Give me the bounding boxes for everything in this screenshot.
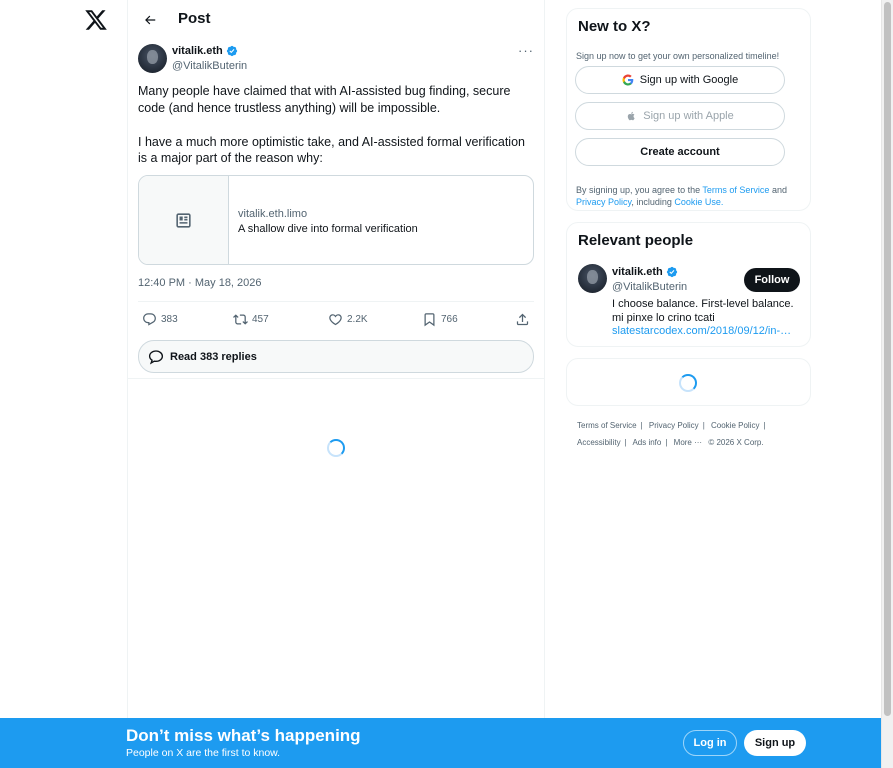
main-right-border (544, 0, 545, 718)
reply-button[interactable] (142, 312, 178, 327)
google-logo-icon (622, 74, 634, 86)
create-account-label: Create account (640, 146, 720, 158)
repost-icon (233, 312, 248, 327)
footer-more-link[interactable]: More ··· (673, 437, 703, 447)
legal-and: and (769, 185, 787, 195)
left-rail (0, 0, 127, 768)
page-title: Post (178, 10, 211, 27)
follow-button[interactable]: Follow (744, 268, 800, 292)
post-paragraph-1: Many people have claimed that with AI-assisted bug finding, secure code (and hence trustless anything) will be impossible. (138, 84, 511, 115)
signup-box-subtitle: Sign up now to get your own personalized timeline! (576, 51, 780, 61)
share-icon (515, 312, 530, 327)
post-paragraph-2: I have a much more optimistic take, and AI-assisted formal verification is a major part of the reason why: (138, 134, 525, 166)
divider (128, 378, 544, 379)
card-domain: vitalik.eth.limo (238, 208, 308, 220)
footer-separator: | (763, 421, 766, 430)
footer-terms-link[interactable]: Terms of Service (577, 421, 637, 430)
main-column (128, 0, 544, 718)
legal-pre: By signing up, you agree to the (576, 185, 703, 195)
loading-spinner (679, 374, 697, 392)
back-button[interactable] (136, 6, 164, 34)
footer-ads-link[interactable]: Ads info (632, 437, 662, 447)
privacy-link[interactable]: Privacy Policy (576, 196, 632, 207)
person-name: vitalik.eth (612, 266, 663, 278)
repost-count: 457 (252, 314, 269, 325)
reply-icon (142, 312, 157, 327)
footer-separator: | (665, 437, 668, 447)
verified-badge-icon (226, 45, 238, 57)
relevant-people-title: Relevant people (578, 232, 694, 249)
footer-accessibility-link[interactable]: Accessibility (577, 437, 621, 447)
article-icon (174, 211, 193, 230)
footer-separator: | (702, 421, 705, 430)
apple-logo-icon (626, 110, 637, 122)
author-name: vitalik.eth (172, 45, 223, 57)
speech-bubble-icon (147, 348, 165, 366)
person-bio: I choose balance. First-level balance. mi pinxe lo crino tcati (612, 298, 794, 324)
footer-separator: | (624, 437, 627, 447)
loading-spinner (327, 439, 345, 457)
read-replies-button[interactable] (138, 340, 534, 373)
scrollbar[interactable] (881, 0, 893, 768)
card-title: A shallow dive into formal verification (238, 223, 418, 235)
login-button[interactable]: Log in (683, 730, 737, 756)
post-text (138, 83, 536, 184)
post-actions (138, 301, 534, 337)
share-button[interactable] (515, 312, 530, 327)
person-bio-link[interactable]: slatestarcodex.com/2018/09/12/in-… (612, 325, 792, 337)
signup-button[interactable]: Sign up (744, 730, 806, 756)
footer-privacy-link[interactable]: Privacy Policy (648, 421, 699, 430)
avatar[interactable] (578, 264, 607, 293)
avatar[interactable] (138, 44, 167, 73)
signup-box-title: New to X? (578, 18, 651, 35)
legal-including: , including (631, 196, 675, 207)
relevant-people-box (566, 222, 811, 347)
arrow-left-icon (143, 13, 157, 27)
like-button[interactable] (328, 312, 368, 327)
x-logo-icon[interactable] (84, 8, 108, 32)
cookie-link[interactable]: Cookie Use. (674, 196, 724, 207)
post-header (128, 0, 544, 40)
more-options-icon[interactable]: ··· (518, 43, 534, 58)
signup-apple-button[interactable] (575, 102, 785, 130)
card-thumbnail (139, 176, 229, 264)
author-handle[interactable]: @VitalikButerin (172, 60, 248, 72)
post-author (138, 44, 534, 76)
repost-button[interactable] (233, 312, 269, 327)
bottom-bar-title: Don’t miss what’s happening (126, 726, 361, 745)
like-count: 2.2K (347, 314, 368, 325)
signup-google-label: Sign up with Google (639, 74, 739, 86)
terms-link[interactable]: Terms of Service (702, 185, 770, 195)
footer-separator: | (640, 421, 643, 430)
footer-copyright: © 2026 X Corp. (708, 437, 764, 447)
link-card[interactable] (138, 175, 534, 265)
sidebar-footer (577, 418, 807, 451)
post-timestamp[interactable]: 12:40 PM · May 18, 2026 (138, 277, 262, 289)
author-name-row[interactable] (172, 45, 238, 57)
signup-box (566, 8, 811, 211)
signup-apple-label: Sign up with Apple (643, 110, 734, 122)
person-name-row[interactable] (612, 266, 678, 278)
create-account-button[interactable] (575, 138, 785, 166)
bookmark-icon (422, 312, 437, 327)
person-handle[interactable]: @VitalikButerin (612, 281, 688, 293)
bottom-signup-bar (0, 718, 881, 768)
bookmark-button[interactable] (422, 312, 458, 327)
signup-legal-text (576, 185, 804, 208)
footer-cookie-link[interactable]: Cookie Policy (711, 421, 760, 430)
loading-box (566, 358, 811, 406)
verified-badge-icon (666, 266, 678, 278)
heart-icon (328, 312, 343, 327)
bottom-bar-subtitle: People on X are the first to know. (126, 747, 281, 759)
read-replies-label: Read 383 replies (170, 350, 257, 363)
signup-google-button[interactable] (575, 66, 785, 94)
reply-count: 383 (161, 314, 178, 325)
scrollbar-thumb[interactable] (884, 2, 891, 716)
bookmark-count: 766 (441, 314, 458, 325)
